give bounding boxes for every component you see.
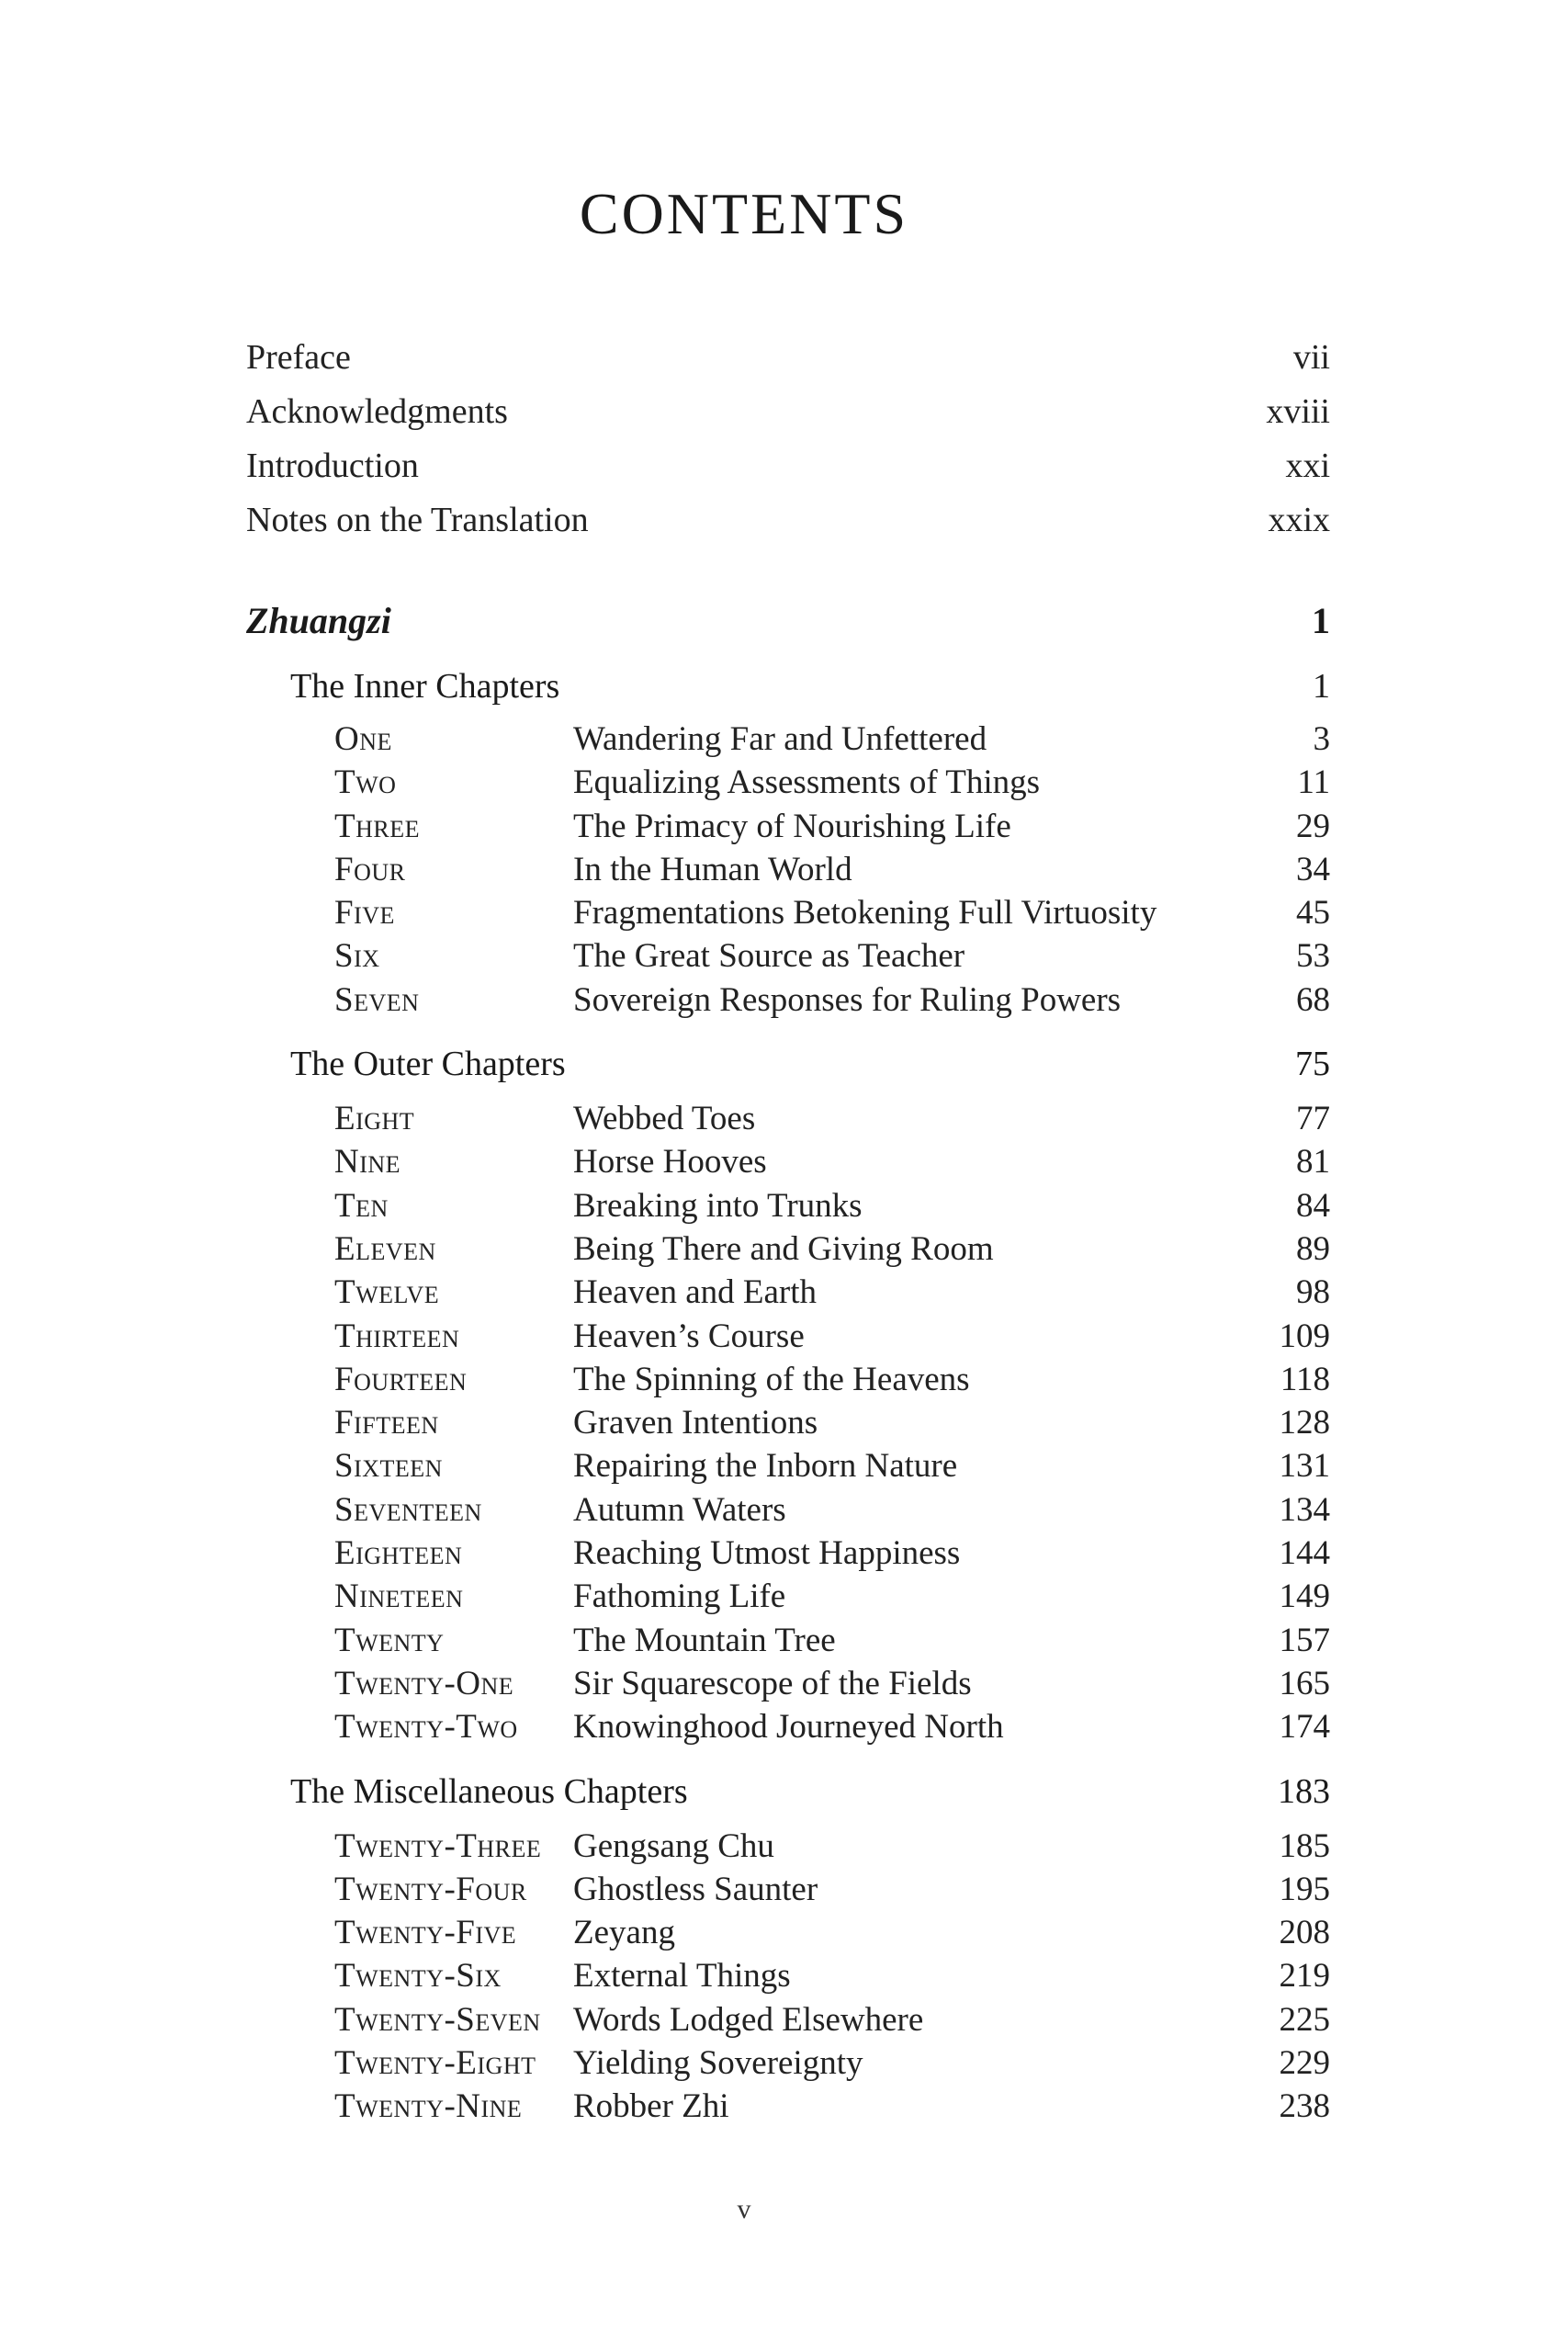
chapter-page: 144 — [1279, 1534, 1330, 1573]
toc-chapter-row[interactable] — [246, 718, 1330, 761]
chapter-page: 89 — [1296, 1229, 1330, 1268]
chapter-title: Autumn Waters — [573, 1490, 786, 1529]
toc-chapter-row[interactable] — [246, 1705, 1330, 1748]
toc-chapter-row[interactable] — [246, 1444, 1330, 1487]
toc-chapter-row[interactable] — [246, 761, 1330, 804]
toc-group-heading[interactable] — [246, 653, 1330, 718]
chapter-title: The Mountain Tree — [573, 1621, 836, 1659]
chapter-title: Horse Hooves — [573, 1143, 767, 1182]
toc-chapter-row[interactable] — [246, 1184, 1330, 1227]
toc-chapter-row[interactable] — [246, 1575, 1330, 1618]
chapter-title: In the Human World — [573, 850, 852, 888]
toc-entry-acknowledgments[interactable] — [246, 385, 1330, 439]
chapter-title: Words Lodged Elsewhere — [573, 2000, 924, 2039]
chapter-number: Twenty-Two — [334, 1708, 518, 1747]
group-spacer — [246, 1022, 1330, 1031]
chapter-number: Twenty-Seven — [334, 2000, 541, 2039]
chapter-page: 11 — [1297, 763, 1330, 802]
part-page: 1 — [1312, 600, 1330, 641]
toc-chapter-row[interactable] — [246, 1227, 1330, 1271]
chapter-title: The Great Source as Teacher — [573, 937, 965, 976]
toc-chapter-row[interactable] — [246, 891, 1330, 934]
chapter-title: Equalizing Assessments of Things — [573, 763, 1041, 802]
chapter-page: 45 — [1296, 894, 1330, 933]
chapter-number: Ten — [334, 1186, 389, 1225]
chapter-title: Graven Intentions — [573, 1404, 818, 1442]
toc-chapter-row[interactable] — [246, 1097, 1330, 1140]
group-page: 183 — [1278, 1771, 1330, 1811]
toc-chapter-row[interactable] — [246, 2041, 1330, 2085]
chapter-number: Six — [334, 937, 380, 976]
toc-chapter-row[interactable] — [246, 934, 1330, 978]
chapter-groups — [246, 653, 1330, 2129]
chapter-title: External Things — [573, 1957, 791, 1996]
chapter-number: Nineteen — [334, 1577, 464, 1616]
toc-chapter-row[interactable] — [246, 1358, 1330, 1401]
chapter-number: Seven — [334, 980, 420, 1019]
chapter-page: 118 — [1280, 1360, 1330, 1398]
chapter-page: 165 — [1279, 1664, 1330, 1702]
toc-entry-page: xxix — [1268, 501, 1330, 539]
toc-entry-page: xxi — [1285, 447, 1330, 485]
toc-entry-notes-on-translation[interactable] — [246, 493, 1330, 548]
toc-chapter-row[interactable] — [246, 1662, 1330, 1705]
section-spacer — [246, 548, 1330, 589]
table-of-contents — [246, 331, 1330, 2129]
toc-chapter-row[interactable] — [246, 1998, 1330, 2041]
toc-chapter-row[interactable] — [246, 1532, 1330, 1575]
chapter-title: Breaking into Trunks — [573, 1186, 863, 1225]
group-title: The Inner Chapters — [290, 667, 560, 706]
toc-part-zhuangzi[interactable] — [246, 589, 1330, 653]
chapter-title: The Primacy of Nourishing Life — [573, 807, 1011, 845]
group-title: The Outer Chapters — [290, 1045, 566, 1084]
chapter-number: Twenty-Five — [334, 1914, 517, 1952]
toc-chapter-row[interactable] — [246, 1488, 1330, 1532]
toc-entry-page: xviii — [1266, 392, 1330, 431]
chapter-page: 174 — [1279, 1708, 1330, 1747]
chapter-title: Wandering Far and Unfettered — [573, 720, 987, 758]
chapter-number: Five — [334, 894, 395, 933]
chapter-page: 134 — [1279, 1490, 1330, 1529]
chapter-number: Twelve — [334, 1273, 440, 1312]
chapter-number: Eighteen — [334, 1534, 463, 1573]
chapter-number: Thirteen — [334, 1317, 460, 1355]
chapter-page: 81 — [1296, 1143, 1330, 1182]
chapter-number: Eight — [334, 1100, 415, 1138]
chapter-page: 34 — [1296, 850, 1330, 888]
part-title: Zhuangzi — [246, 600, 391, 641]
chapter-page: 208 — [1279, 1914, 1330, 1952]
chapter-page: 98 — [1296, 1273, 1330, 1312]
chapter-title: Fathoming Life — [573, 1577, 786, 1616]
chapter-page: 195 — [1279, 1870, 1330, 1908]
chapter-title: Gengsang Chu — [573, 1826, 774, 1865]
group-title: The Miscellaneous Chapters — [290, 1771, 688, 1811]
group-page: 1 — [1313, 667, 1330, 706]
toc-entry-preface[interactable] — [246, 331, 1330, 385]
chapter-number: Nine — [334, 1143, 401, 1182]
chapter-title: Heaven’s Course — [573, 1317, 805, 1355]
chapter-page: 157 — [1279, 1621, 1330, 1659]
toc-chapter-row[interactable] — [246, 1911, 1330, 1954]
chapter-title: Repairing the Inborn Nature — [573, 1447, 958, 1486]
chapter-title: Sir Squarescope of the Fields — [573, 1664, 972, 1702]
chapter-page: 238 — [1279, 2087, 1330, 2126]
chapter-number: Sixteen — [334, 1447, 443, 1486]
chapter-title: Reaching Utmost Happiness — [573, 1534, 961, 1573]
chapter-number: Three — [334, 807, 420, 845]
chapter-page: 29 — [1296, 807, 1330, 845]
toc-entry-title: Preface — [246, 338, 351, 377]
chapter-page: 68 — [1296, 980, 1330, 1019]
page-number: v — [737, 2194, 751, 2224]
toc-chapter-row[interactable] — [246, 978, 1330, 1022]
chapter-page: 219 — [1279, 1957, 1330, 1996]
group-page: 75 — [1295, 1045, 1330, 1084]
chapter-number: Seventeen — [334, 1490, 482, 1529]
chapter-number: Twenty-Eight — [334, 2044, 536, 2083]
chapter-number: Eleven — [334, 1229, 436, 1268]
chapter-number: Twenty-Six — [334, 1957, 502, 1996]
toc-chapter-row[interactable] — [246, 1315, 1330, 1358]
toc-chapter-row[interactable] — [246, 1271, 1330, 1314]
chapter-number: One — [334, 720, 392, 758]
toc-entry-title: Introduction — [246, 447, 419, 485]
toc-entry-title: Notes on the Translation — [246, 501, 589, 539]
chapter-number: Two — [334, 763, 397, 802]
toc-chapter-row[interactable] — [246, 2085, 1330, 2128]
chapter-title: Yielding Sovereignty — [573, 2044, 863, 2083]
chapter-number: Twenty-Four — [334, 1870, 527, 1908]
chapter-number: Twenty-Three — [334, 1826, 542, 1865]
chapter-number: Twenty-Nine — [334, 2087, 523, 2126]
toc-chapter-row[interactable] — [246, 805, 1330, 848]
toc-chapter-row[interactable] — [246, 1401, 1330, 1444]
chapter-page: 128 — [1279, 1404, 1330, 1442]
toc-chapter-row[interactable] — [246, 848, 1330, 891]
chapter-page: 131 — [1279, 1447, 1330, 1486]
chapter-page: 53 — [1296, 937, 1330, 976]
toc-entry-introduction[interactable] — [246, 439, 1330, 493]
chapter-page: 3 — [1313, 720, 1330, 758]
toc-entry-page: vii — [1292, 338, 1330, 377]
chapter-title: Ghostless Saunter — [573, 1870, 818, 1908]
group-spacer — [246, 1749, 1330, 1758]
chapter-page: 229 — [1279, 2044, 1330, 2083]
chapter-title: Webbed Toes — [573, 1100, 756, 1138]
chapter-page: 225 — [1279, 2000, 1330, 2039]
toc-group-heading[interactable] — [246, 1031, 1330, 1097]
chapter-title: The Spinning of the Heavens — [573, 1360, 970, 1398]
chapter-number: Fourteen — [334, 1360, 468, 1398]
chapter-number: Four — [334, 850, 406, 888]
toc-chapter-row[interactable] — [246, 1619, 1330, 1662]
chapter-page: 84 — [1296, 1186, 1330, 1225]
chapter-page: 109 — [1279, 1317, 1330, 1355]
toc-group-heading[interactable] — [246, 1758, 1330, 1825]
chapter-title: Being There and Giving Room — [573, 1229, 994, 1268]
chapter-title: Robber Zhi — [573, 2087, 729, 2126]
chapter-title: Heaven and Earth — [573, 1273, 818, 1312]
chapter-number: Twenty-One — [334, 1664, 514, 1702]
chapter-title: Knowinghood Journeyed North — [573, 1708, 1004, 1747]
toc-chapter-row[interactable] — [246, 1140, 1330, 1183]
chapter-page: 149 — [1279, 1577, 1330, 1616]
chapter-number: Fifteen — [334, 1404, 439, 1442]
chapter-title: Fragmentations Betokening Full Virtuosity — [573, 894, 1157, 933]
chapter-number: Twenty — [334, 1621, 445, 1659]
chapter-page: 77 — [1296, 1100, 1330, 1138]
toc-chapter-row[interactable] — [246, 1825, 1330, 1868]
toc-chapter-row[interactable] — [246, 1954, 1330, 1997]
chapter-title: Zeyang — [573, 1914, 675, 1952]
page-title: CONTENTS — [579, 181, 909, 246]
chapter-page: 185 — [1279, 1826, 1330, 1865]
toc-chapter-row[interactable] — [246, 1868, 1330, 1911]
chapter-title: Sovereign Responses for Ruling Powers — [573, 980, 1122, 1019]
toc-entry-title: Acknowledgments — [246, 392, 508, 431]
